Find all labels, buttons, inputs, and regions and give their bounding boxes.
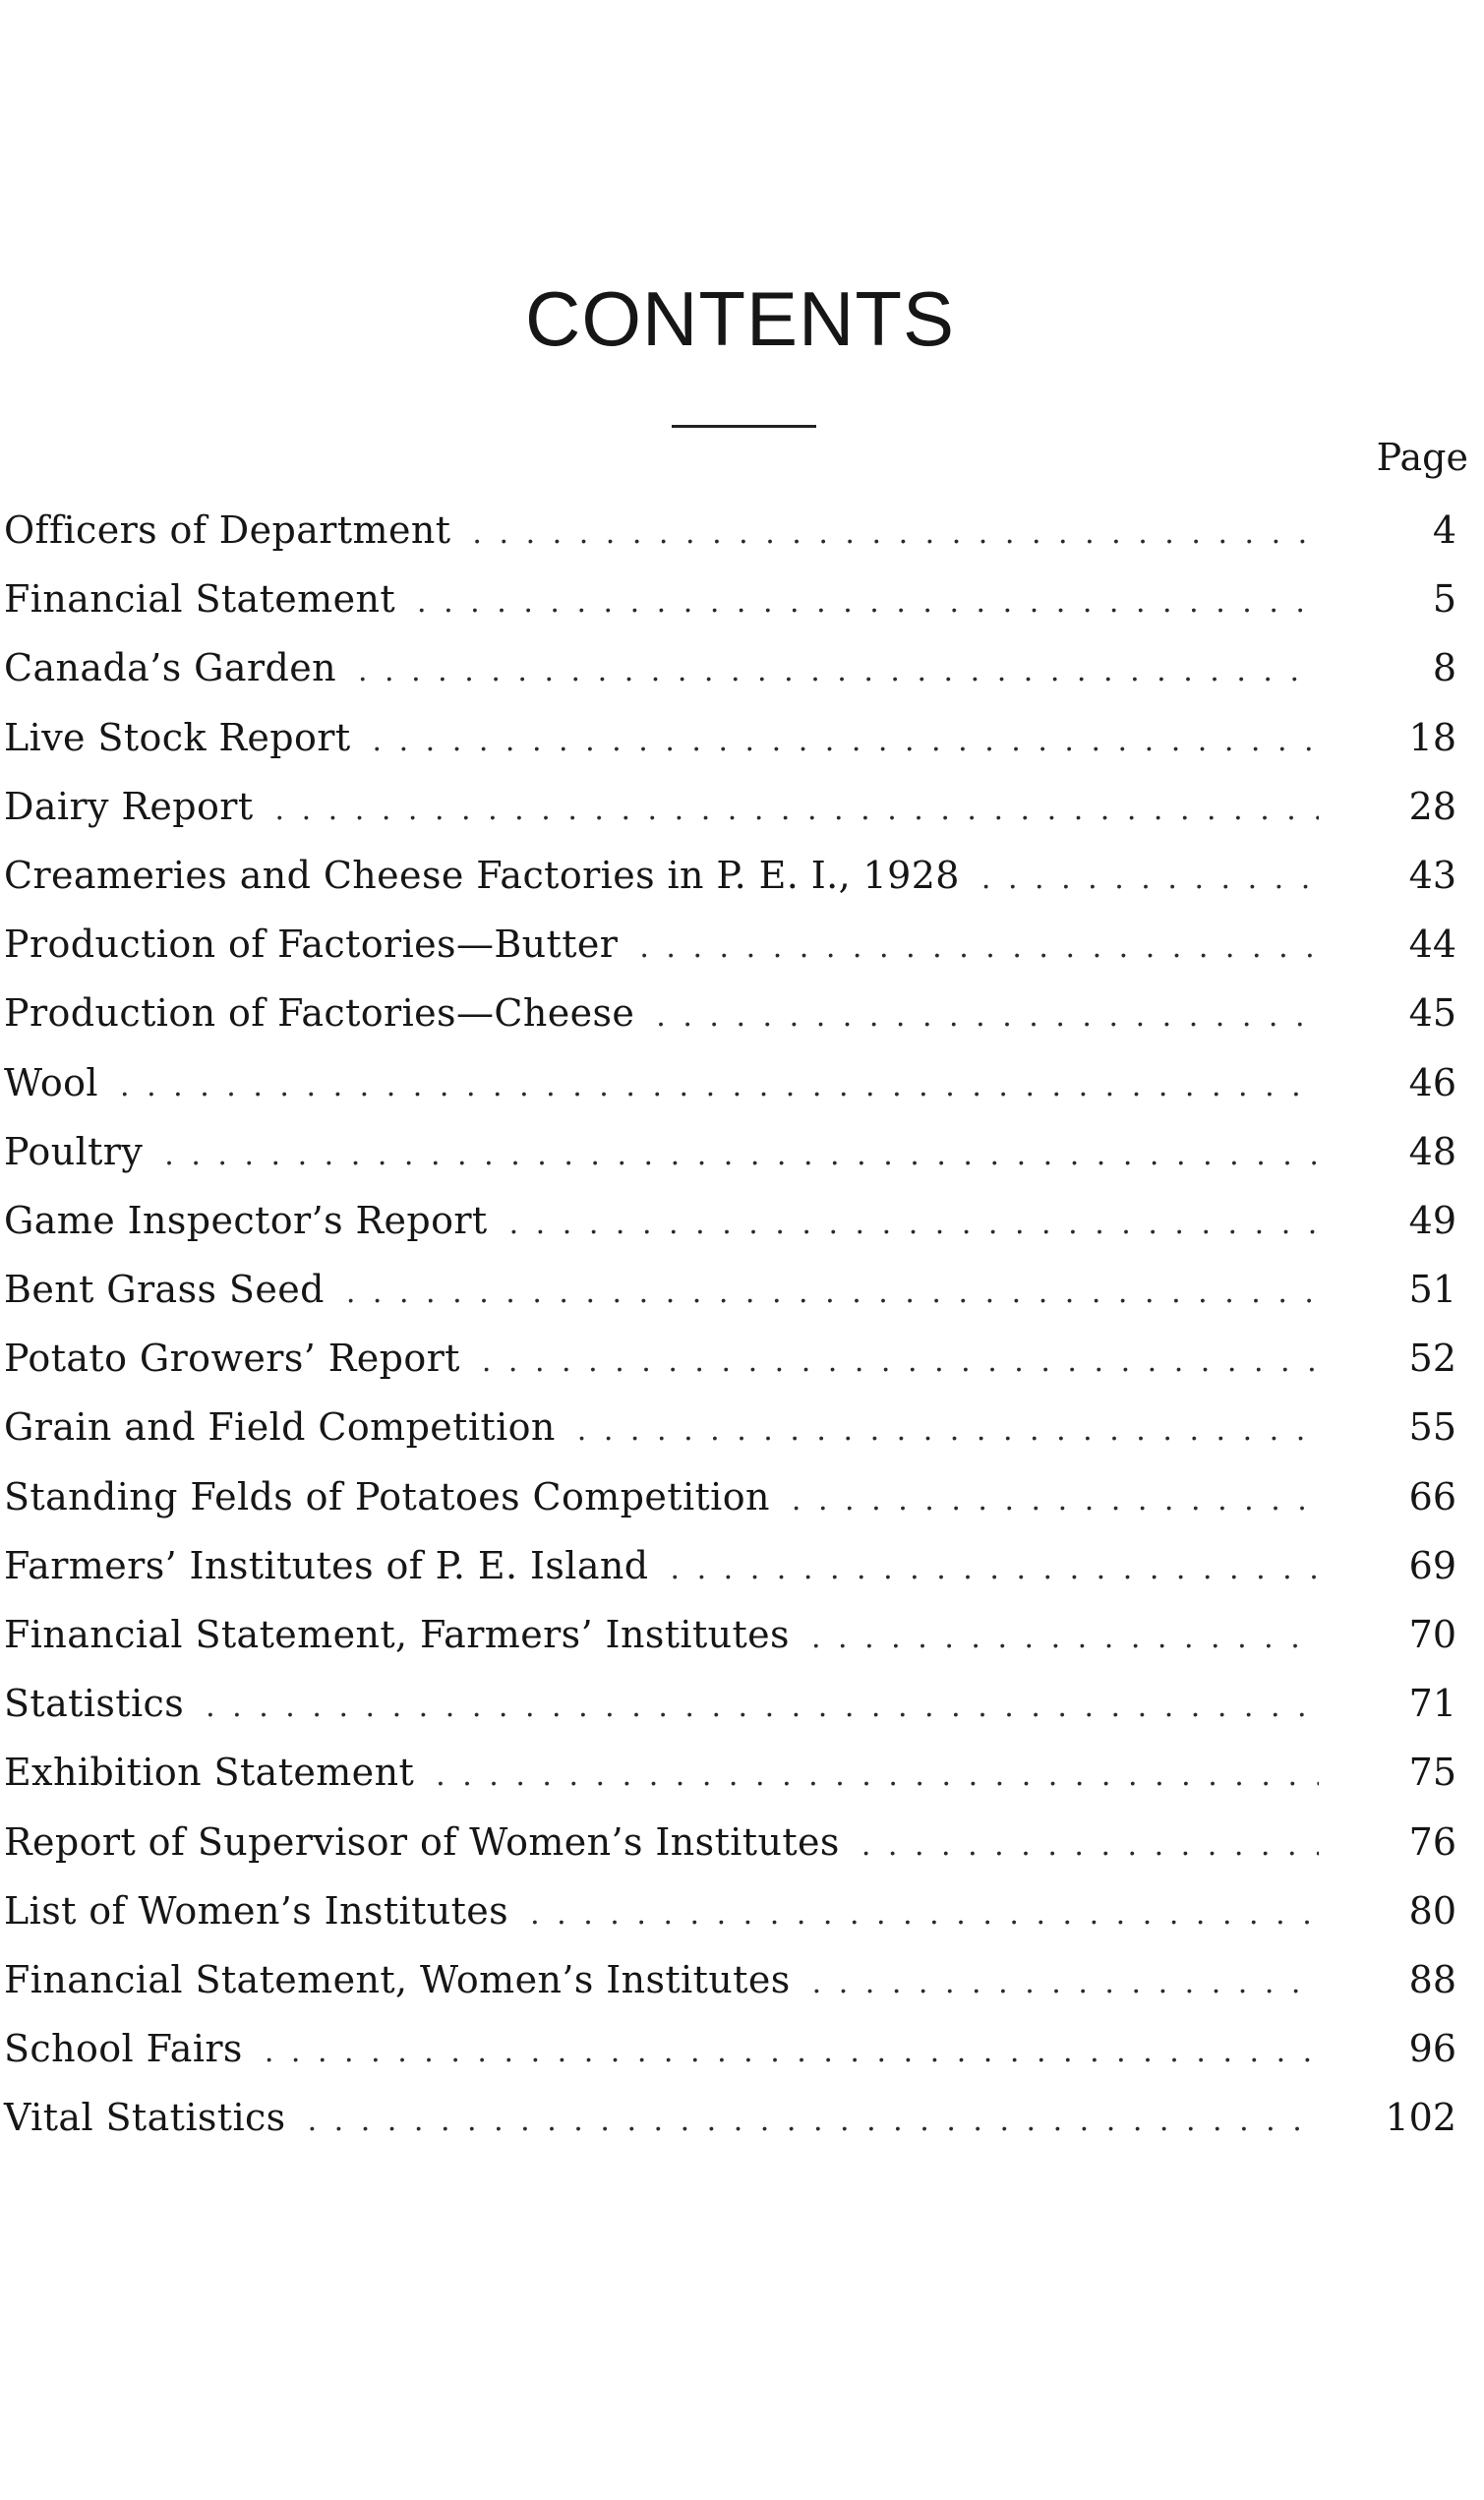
toc-entry-title: Game Inspector’s Report: [4, 1198, 488, 1242]
toc-entry-page: 76: [1408, 1819, 1456, 1864]
toc-entry-page: 55: [1408, 1405, 1456, 1450]
toc-entry: [4, 853, 1468, 925]
dot-leader: [981, 864, 1319, 894]
dot-leader: [373, 727, 1319, 756]
dot-leader: [656, 1002, 1319, 1032]
dot-leader: [308, 2107, 1319, 2136]
toc-entry: [4, 1268, 1468, 1339]
dot-leader: [509, 1210, 1319, 1239]
dot-leader: [120, 1072, 1319, 1101]
page-column-label: Page: [1376, 436, 1468, 479]
dot-leader: [639, 933, 1319, 963]
toc-entry-page: 4: [1432, 508, 1456, 552]
toc-entry-title: Dairy Report: [4, 784, 254, 828]
toc-entry: [4, 508, 1468, 580]
toc-entry: [4, 2027, 1468, 2099]
toc-entry-title: Standing Felds of Potatoes Competition: [4, 1474, 770, 1518]
dot-leader: [472, 519, 1319, 549]
page-title: CONTENTS: [525, 275, 955, 362]
dot-leader: [417, 588, 1319, 618]
toc-entry: [4, 2096, 1468, 2168]
toc-entry-page: 66: [1408, 1474, 1456, 1518]
toc-entry-page: 8: [1432, 646, 1456, 690]
toc-entry-title: Financial Statement, Women’s Institutes: [4, 1957, 791, 2001]
toc-entry-title: Production of Factories—Butter: [4, 923, 619, 967]
toc-entry-title: Live Stock Report: [4, 715, 351, 759]
toc-entry-page: 102: [1385, 2096, 1456, 2140]
toc-entry: [4, 1543, 1468, 1616]
toc-entry: [4, 1751, 1468, 1822]
toc-entry-page: 71: [1408, 1682, 1456, 1726]
toc-entry-title: Canada’s Garden: [4, 646, 336, 690]
toc-entry-page: 88: [1408, 1957, 1456, 2001]
toc-entry-page: 75: [1408, 1751, 1456, 1795]
dot-leader: [812, 1969, 1319, 1998]
dot-leader: [671, 1555, 1319, 1584]
toc-entry-title: Creameries and Cheese Factories in P. E. I., 1928: [4, 853, 960, 897]
toc-entry-page: 18: [1408, 715, 1456, 759]
toc-entry-page: 43: [1408, 853, 1456, 897]
toc-entry: [4, 784, 1468, 857]
toc-entry-page: 48: [1408, 1129, 1456, 1173]
toc-entry-page: 46: [1408, 1060, 1456, 1104]
dot-leader: [358, 657, 1319, 686]
toc-entry-title: School Fairs: [4, 2027, 243, 2071]
toc-entry-page: 69: [1408, 1543, 1456, 1587]
toc-entry-title: Report of Supervisor of Women’s Institutes: [4, 1819, 840, 1864]
dot-leader: [164, 1141, 1319, 1170]
dot-leader: [346, 1279, 1319, 1308]
toc-entry-page: 96: [1408, 2027, 1456, 2071]
dot-leader: [482, 1347, 1319, 1377]
dot-leader: [811, 1624, 1319, 1653]
toc-entry: [4, 1957, 1468, 2030]
toc-entry-title: Financial Statement, Farmers’ Institutes: [4, 1613, 790, 1656]
toc-entry-title: Exhibition Statement: [4, 1751, 415, 1795]
toc-entry: [4, 1060, 1468, 1133]
toc-entry-title: Officers of Department: [4, 508, 451, 552]
dot-leader: [275, 796, 1319, 825]
toc-entry: [4, 1405, 1468, 1477]
toc-entry: [4, 925, 1468, 994]
toc-entry: [4, 577, 1468, 649]
toc-entry-title: Production of Factories—Cheese: [4, 991, 635, 1036]
title-rule: [672, 425, 816, 428]
toc-entry: [4, 1682, 1468, 1754]
toc-entry-page: 70: [1408, 1613, 1456, 1656]
toc-entry: [4, 1339, 1468, 1408]
dot-leader: [577, 1416, 1319, 1446]
toc-entry: [4, 715, 1468, 788]
toc-entry-page: 44: [1408, 923, 1456, 967]
toc-entry: [4, 646, 1468, 718]
toc-entry-page: 28: [1408, 784, 1456, 828]
dot-leader: [530, 1900, 1319, 1930]
toc-entry-title: Grain and Field Competition: [4, 1405, 556, 1450]
toc-entry-page: 51: [1408, 1268, 1456, 1312]
toc-entry-title: Statistics: [4, 1682, 185, 1726]
toc-entry-page: 5: [1432, 577, 1456, 622]
toc-entry-title: Wool: [4, 1060, 98, 1104]
toc-entry: [4, 1129, 1468, 1202]
toc-entry: [4, 1198, 1468, 1271]
toc-entry-title: List of Women’s Institutes: [4, 1888, 509, 1933]
toc-entry-page: 80: [1408, 1888, 1456, 1933]
dot-leader: [265, 2038, 1319, 2067]
toc-entry-title: Potato Growers’ Report: [4, 1337, 460, 1381]
toc-entry: [4, 1888, 1468, 1961]
toc-entry-page: 49: [1408, 1198, 1456, 1242]
toc-entry-title: Bent Grass Seed: [4, 1268, 325, 1312]
dot-leader: [792, 1486, 1319, 1516]
table-of-contents: [4, 508, 1468, 2169]
toc-entry-title: Poultry: [4, 1129, 144, 1173]
toc-entry: [4, 1613, 1468, 1685]
dot-leader: [861, 1831, 1319, 1861]
toc-entry-page: 45: [1408, 991, 1456, 1036]
toc-entry-title: Vital Statistics: [4, 2096, 286, 2140]
dot-leader: [436, 1761, 1319, 1791]
toc-entry-page: 52: [1408, 1337, 1456, 1381]
toc-entry-title: Farmers’ Institutes of P. E. Island: [4, 1543, 649, 1587]
dot-leader: [206, 1693, 1319, 1722]
toc-entry: [4, 991, 1468, 1063]
toc-entry-title: Financial Statement: [4, 577, 396, 622]
toc-entry: [4, 1819, 1468, 1892]
toc-entry: [4, 1474, 1468, 1547]
